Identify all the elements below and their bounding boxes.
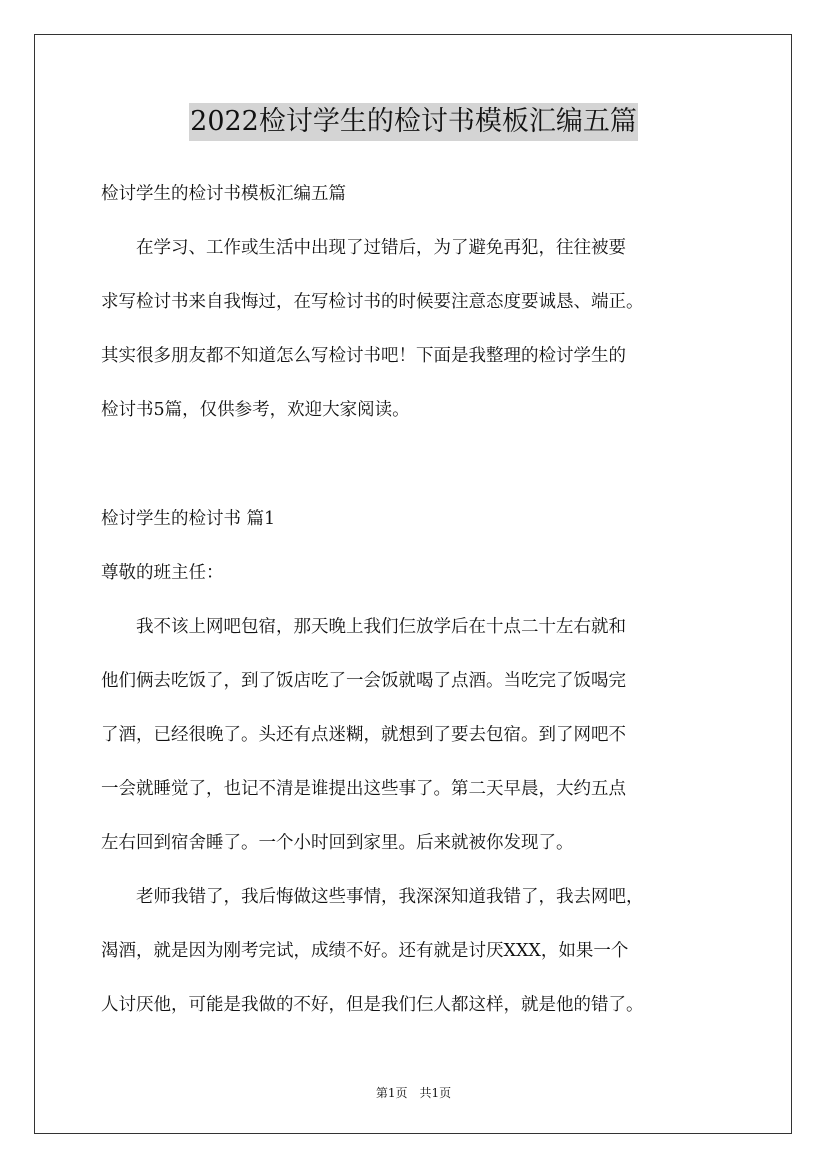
section-heading: 检讨学生的检讨书 篇1: [101, 509, 276, 529]
salutation-line: 尊敬的班主任：: [101, 563, 224, 583]
paragraph-line: 了酒，已经很晚了。头还有点迷糊，就想到了要去包宿。到了网吧不: [101, 725, 626, 745]
paragraph-line: 其实很多朋友都不知道怎么写检讨书吧！下面是我整理的检讨学生的: [101, 346, 626, 366]
paragraph-line: 左右回到宿舍睡了。一个小时回到家里。后来就被你发现了。: [101, 833, 574, 853]
paragraph-line: 求写检讨书来自我悔过，在写检讨书的时候要注意态度要诚恳、端正。: [101, 292, 644, 312]
paragraph-line: 在学习、工作或生活中出现了过错后，为了避免再犯，往往被要: [101, 238, 626, 258]
subtitle-line: 检讨学生的检讨书模板汇编五篇: [101, 184, 346, 204]
paragraph-line: 他们俩去吃饭了，到了饭店吃了一会饭就喝了点酒。当吃完了饭喝完: [101, 671, 626, 691]
paragraph-line: 人讨厌他，可能是我做的不好，但是我们仨人都这样，就是他的错了。: [101, 995, 644, 1015]
document-title: 2022检讨学生的检讨书模板汇编五篇: [189, 103, 638, 141]
title-container: [0, 103, 827, 141]
paragraph-line: 渴酒，就是因为刚考完试，成绩不好。还有就是讨厌XXX，如果一个: [101, 941, 629, 961]
page-number-footer: 第1页 共1页: [375, 1086, 452, 1100]
paragraph-line: 一会就睡觉了，也记不清是谁提出这些事了。第二天早晨，大约五点: [101, 779, 626, 799]
paragraph-line: 老师我错了，我后悔做这些事情，我深深知道我错了，我去网吧，: [101, 887, 644, 907]
paragraph-line: 检讨书5篇，仅供参考，欢迎大家阅读。: [101, 400, 410, 420]
paragraph-line: 我不该上网吧包宿，那天晚上我们仨放学后在十点二十左右就和: [101, 617, 626, 637]
